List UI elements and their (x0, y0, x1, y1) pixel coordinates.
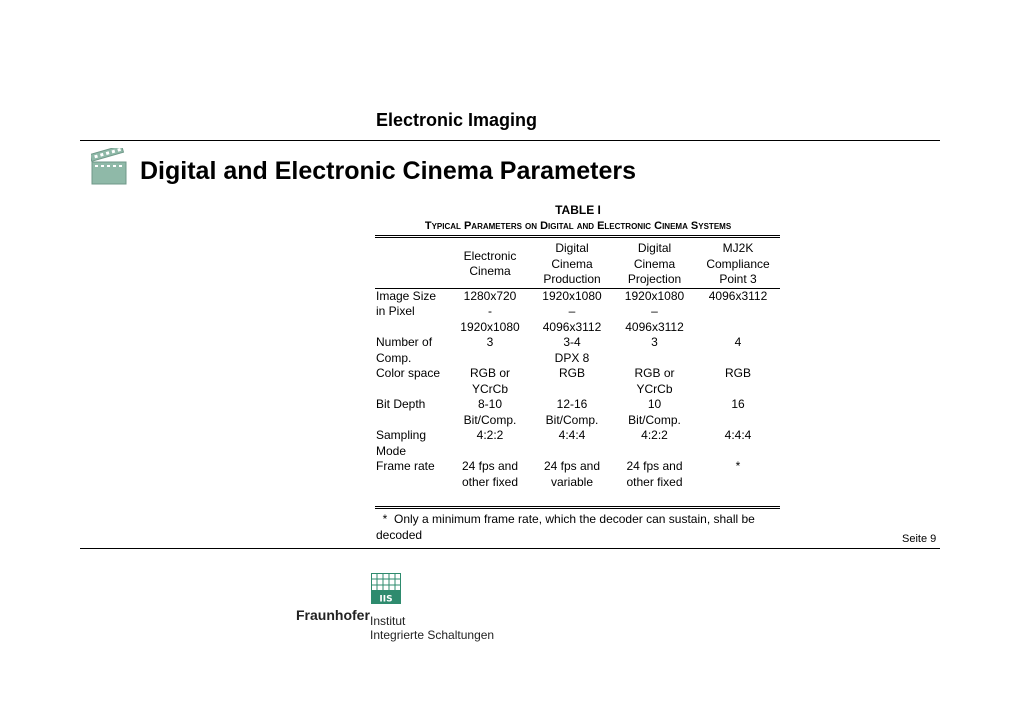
label-line: Frame rate (376, 459, 435, 473)
cell-line: 8-10 (477, 397, 503, 411)
fraunhofer-logo-name: Fraunhofer (296, 607, 370, 623)
table-row-color-space (375, 366, 780, 397)
table-row-number-of-comp (375, 335, 780, 366)
label-line: in Pixel (376, 304, 415, 318)
table-cell (696, 335, 780, 366)
cell-line: 4:4:4 (558, 428, 586, 442)
clapperboard-icon (91, 148, 127, 186)
table-cell (696, 397, 780, 428)
cell-line: 3-4 (563, 335, 581, 349)
bottom-divider (80, 548, 940, 549)
table-cell (449, 288, 531, 335)
cell-line: 24 fps and (626, 459, 683, 473)
table-cell (613, 397, 696, 428)
header-line: Compliance (706, 256, 770, 271)
table-cell (449, 428, 531, 459)
table-cell (531, 459, 613, 490)
header-line: Production (543, 272, 601, 286)
header-line: Cinema (551, 256, 593, 271)
table-cell (696, 366, 780, 397)
cell-line: – (568, 304, 576, 318)
institute-line: Integrierte Schaltungen (370, 628, 495, 642)
logo-mark-text: IIS (379, 594, 393, 605)
table-cell (613, 288, 696, 335)
table-cell (449, 459, 531, 490)
cell-line: 24 fps and (461, 459, 519, 473)
cell-line: DPX 8 (554, 350, 590, 365)
table-cell (696, 288, 780, 335)
label-line: Comp. (376, 350, 412, 365)
column-header (375, 237, 449, 289)
cell-line: 4096x3112 (625, 319, 684, 334)
cell-line: Bit/Comp. (545, 412, 599, 427)
label-line: Image Size (376, 288, 437, 303)
row-label (375, 288, 449, 335)
table-footnote: * Only a minimum frame rate, which the decoder can sustain, shall be decoded (375, 508, 780, 544)
cell-line: other fixed (626, 474, 683, 489)
table-row-frame-rate (375, 459, 780, 490)
cell-line: RGB (724, 366, 751, 380)
column-header-digital-cinema-projection (613, 237, 696, 289)
cell-line: YCrCb (636, 381, 673, 396)
cell-line: Bit/Comp. (463, 412, 517, 427)
column-header-electronic-cinema (449, 237, 531, 289)
label-line: Number of (376, 335, 433, 349)
label-line: Sampling (376, 428, 427, 442)
column-header-digital-cinema-production (531, 237, 613, 289)
column-header-mj2k (696, 237, 780, 289)
cell-line: 1920x1080 (542, 288, 602, 303)
cell-line: 10 (647, 397, 662, 411)
cell-line: 4:4:4 (724, 428, 752, 442)
label-line: Bit Depth (376, 397, 426, 411)
table-row-bit-depth (375, 397, 780, 428)
header-line: Digital (637, 241, 672, 255)
header-line (375, 272, 449, 288)
cell-line: RGB (558, 366, 585, 380)
cell-line: 4096x3112 (542, 319, 602, 334)
row-label (375, 397, 449, 428)
cell-line: 12-16 (556, 397, 588, 411)
cell-line: 4096x3112 (708, 288, 768, 303)
parameters-table (375, 235, 780, 543)
row-label (375, 459, 449, 490)
table-cell (696, 428, 780, 459)
cell-line: 3 (486, 335, 494, 349)
header-line: Point 3 (719, 272, 757, 286)
cell-line: 1920x1080 (460, 319, 520, 334)
cell-line: 1280x720 (463, 288, 517, 303)
cell-line: – (651, 304, 658, 318)
page-number: Seite 9 (902, 533, 937, 545)
table-cell (449, 335, 531, 366)
header-line (375, 241, 449, 257)
cell-line: 4:2:2 (641, 428, 668, 442)
table-cell (613, 335, 696, 366)
cell-line: 16 (731, 397, 745, 411)
table-spacer-row (375, 490, 780, 508)
row-label (375, 366, 449, 397)
header-line: Projection (627, 272, 682, 286)
slide-title: Digital and Electronic Cinema Parameters (140, 157, 637, 185)
label-line: Mode (376, 443, 407, 458)
table-cell (531, 397, 613, 428)
cell-line: - (488, 304, 492, 318)
header-line (375, 257, 449, 273)
cell-line: 1920x1080 (624, 288, 685, 303)
table-cell (531, 428, 613, 459)
table-cell (613, 366, 696, 397)
table-cell (531, 366, 613, 397)
institute-line: Institut (370, 614, 406, 628)
row-label (375, 428, 449, 459)
institute-name (370, 614, 494, 642)
header-line: Electronic (463, 248, 517, 263)
table-cell (449, 366, 531, 397)
cell-line: 4 (734, 335, 742, 349)
top-divider (80, 140, 940, 141)
label-line: Color space (376, 366, 441, 380)
header-line: Cinema (633, 256, 676, 271)
cell-line: RGB or (469, 366, 510, 380)
cell-line: 24 fps and (543, 459, 601, 473)
table-row-image-size (375, 288, 780, 335)
cell-line: RGB or (634, 366, 675, 380)
cell-line: variable (550, 474, 594, 489)
cell-line: other fixed (461, 474, 519, 489)
table-footnote-row (375, 508, 780, 544)
row-label (375, 335, 449, 366)
table-caption: Typical Parameters on Digital and Electronic Cinema Systems (424, 220, 732, 232)
table-cell (696, 459, 780, 490)
table-cell (531, 335, 613, 366)
cell-line: YCrCb (471, 381, 508, 396)
table-row-sampling-mode (375, 428, 780, 459)
table-cell (449, 397, 531, 428)
cell-line: * (735, 459, 741, 473)
header-line: Digital (555, 241, 589, 255)
table-label: TABLE I (555, 203, 601, 217)
table-cell (613, 459, 696, 490)
table-header-row (375, 237, 780, 289)
header-line: MJ2K (722, 241, 754, 255)
header-title: Electronic Imaging (376, 110, 538, 130)
table-cell (613, 428, 696, 459)
fraunhofer-logo-mark (371, 573, 401, 605)
cell-line: 4:2:2 (476, 428, 504, 442)
cell-line: Bit/Comp. (628, 412, 681, 427)
cell-line: 3 (651, 335, 658, 349)
table-cell (531, 288, 613, 335)
header-line: Cinema (469, 264, 511, 279)
